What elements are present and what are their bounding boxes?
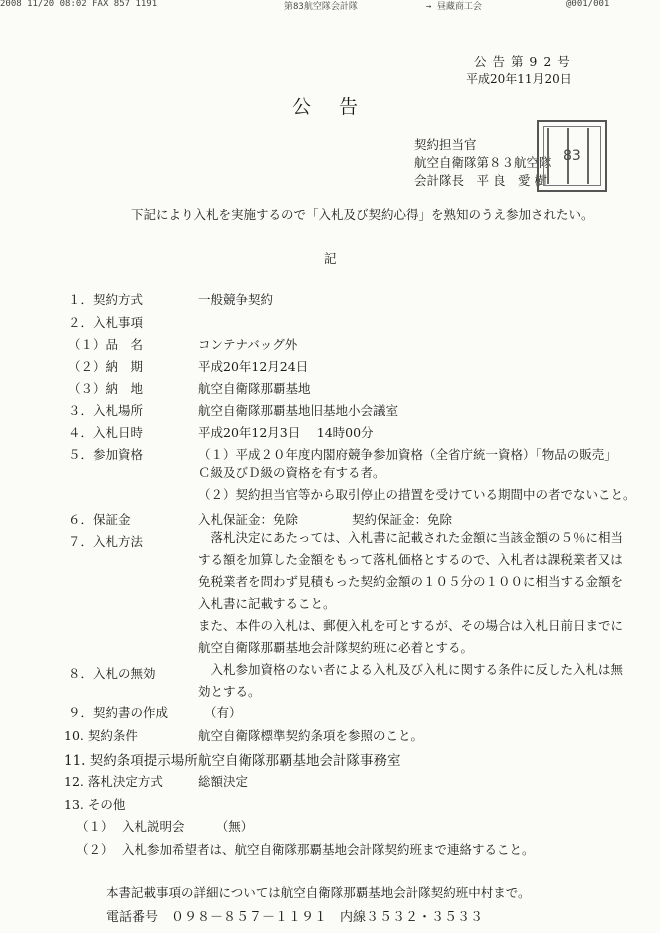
item-row [0, 357, 660, 379]
other-text: 入札参加希望者は、航空自衛隊那覇基地会計隊契約班まで連絡すること。 [122, 842, 535, 857]
ki-heading: 記 [324, 251, 337, 266]
item-row [0, 423, 660, 445]
item-row [0, 703, 660, 725]
seal-stroke [547, 128, 563, 184]
item-label: （３）納 地 [68, 381, 144, 396]
issuer-block [414, 136, 552, 190]
other-text: 入札説明会 （無） [122, 819, 254, 834]
item-label: ２．入札事項 [68, 315, 144, 330]
qualification-line: （２）契約担当官等から取引停止の措置を受けている期間中の者でないこと。 [198, 487, 636, 502]
other-label: （１） [76, 819, 114, 834]
item-label: 12. 落札決定方式 [64, 774, 163, 789]
item-row [0, 772, 660, 794]
bid-deposit: 入札保証金：免除 [198, 512, 299, 527]
method-line: 入札書に記載すること。 [198, 596, 336, 611]
method-line: 免税業者を問わず見積もった契約金額の１０５分の１００に相当する金額を [198, 574, 624, 589]
item-row [0, 313, 660, 335]
contract-deposit: 契約保証金：免除 [352, 512, 453, 527]
qualification-line: Ｃ級及びＤ級の資格を有する者。 [198, 465, 386, 480]
method-text [198, 527, 623, 659]
item-label: ９．契約書の作成 [68, 705, 169, 720]
item-value: 航空自衛隊那覇基地 [198, 381, 311, 396]
fax-page: @001/001 [566, 0, 610, 9]
item-row [0, 749, 660, 771]
page-title: 公告 [292, 96, 387, 118]
item-value: 平成20年12月24日 [198, 359, 309, 374]
contact-phone: 電話番号 ０９８－８５７－１１９１ 内線３５３２・３５３３ [106, 910, 484, 925]
item-row [0, 726, 660, 748]
method-line: 航空自衛隊那覇基地会計隊契約班に必着とする。 [198, 640, 474, 655]
issuer-role: 契約担当官 [414, 137, 477, 152]
item-label: 11. 契約条項提示場所 [64, 753, 198, 769]
item-label: 13. その他 [64, 797, 126, 812]
item-value: （有） [204, 705, 242, 720]
item-value: （１）平成２０年度内閣府競争参加資格（全省庁統一資格）「物品の販売」 [198, 447, 617, 462]
item-row [0, 335, 660, 357]
item-label: １．契約方式 [68, 292, 144, 307]
seal-mark: 83 [563, 148, 581, 164]
item-label: ５．参加資格 [68, 447, 144, 462]
qualification-continuation [198, 462, 636, 506]
item-value: コンテナバッグ外 [198, 337, 298, 352]
invalid-label: ８．入札の無効 [68, 666, 156, 681]
method-label: ７．入札方法 [68, 534, 144, 549]
item-label: ４．入札日時 [68, 425, 144, 440]
method-line: する額を加算した金額をもって落札価格とするので、入札者は課税業者又は [198, 552, 623, 567]
deposit-label: ６．保証金 [68, 512, 131, 527]
item-value: 総額決定 [198, 774, 249, 789]
other-row [0, 840, 660, 862]
seal-stroke [587, 128, 603, 184]
notice-date: 平成20年11月20日 [466, 72, 572, 86]
fax-sender: 第83航空隊会計隊 [284, 2, 358, 12]
invalid-text [198, 659, 623, 703]
item-label: （１）品 名 [68, 337, 144, 352]
item-value: 平成20年12月3日 14時00分 [198, 425, 374, 440]
issuer-unit: 航空自衛隊第８３航空隊 [414, 155, 552, 170]
issuer-name: 会計隊長 平 良 愛 樹 [414, 173, 547, 188]
intro-text: 下記により入札を実施するので「入札及び契約心得」を熟知のうえ参加されたい。 [131, 207, 594, 222]
item-label: （２）納 期 [68, 359, 144, 374]
item-value: 航空自衛隊那覇基地会計隊事務室 [198, 753, 401, 769]
invalid-line: 効とする。 [198, 684, 261, 699]
other-row [0, 817, 660, 839]
item-row [0, 401, 660, 423]
item-label: 10. 契約条件 [64, 728, 138, 743]
notice-number: 公 告 第 9 2 号 [474, 54, 571, 69]
item-row [0, 795, 660, 817]
item-value: 航空自衛隊標準契約条項を参照のこと。 [198, 728, 424, 743]
invalid-line: 入札参加資格のない者による入札及び入札に関する条件に反した入札は無 [198, 662, 624, 677]
other-label: （２） [76, 842, 114, 857]
item-label: ３．入札場所 [68, 403, 144, 418]
item-row [0, 290, 660, 312]
item-value: 航空自衛隊那覇基地旧基地小会議室 [198, 403, 399, 418]
fax-receiver: → 昼藏商工会 [426, 2, 482, 12]
official-seal [537, 120, 607, 192]
fax-header [0, 0, 660, 12]
method-line: 落札決定にあたっては、入札書に記載された金額に当該金額の５％に相当 [198, 530, 624, 545]
contact-line: 本書記載事項の詳細については航空自衛隊那覇基地会計隊契約班中村まで。 [106, 885, 531, 900]
method-line: また、本件の入札は、郵便入札を可とするが、その場合は入札日前日までに [198, 618, 624, 633]
item-value: 一般競争契約 [198, 292, 274, 307]
item-row [0, 379, 660, 401]
fax-datetime: 2008 11/20 08:02 FAX 857 1191 [0, 0, 158, 9]
